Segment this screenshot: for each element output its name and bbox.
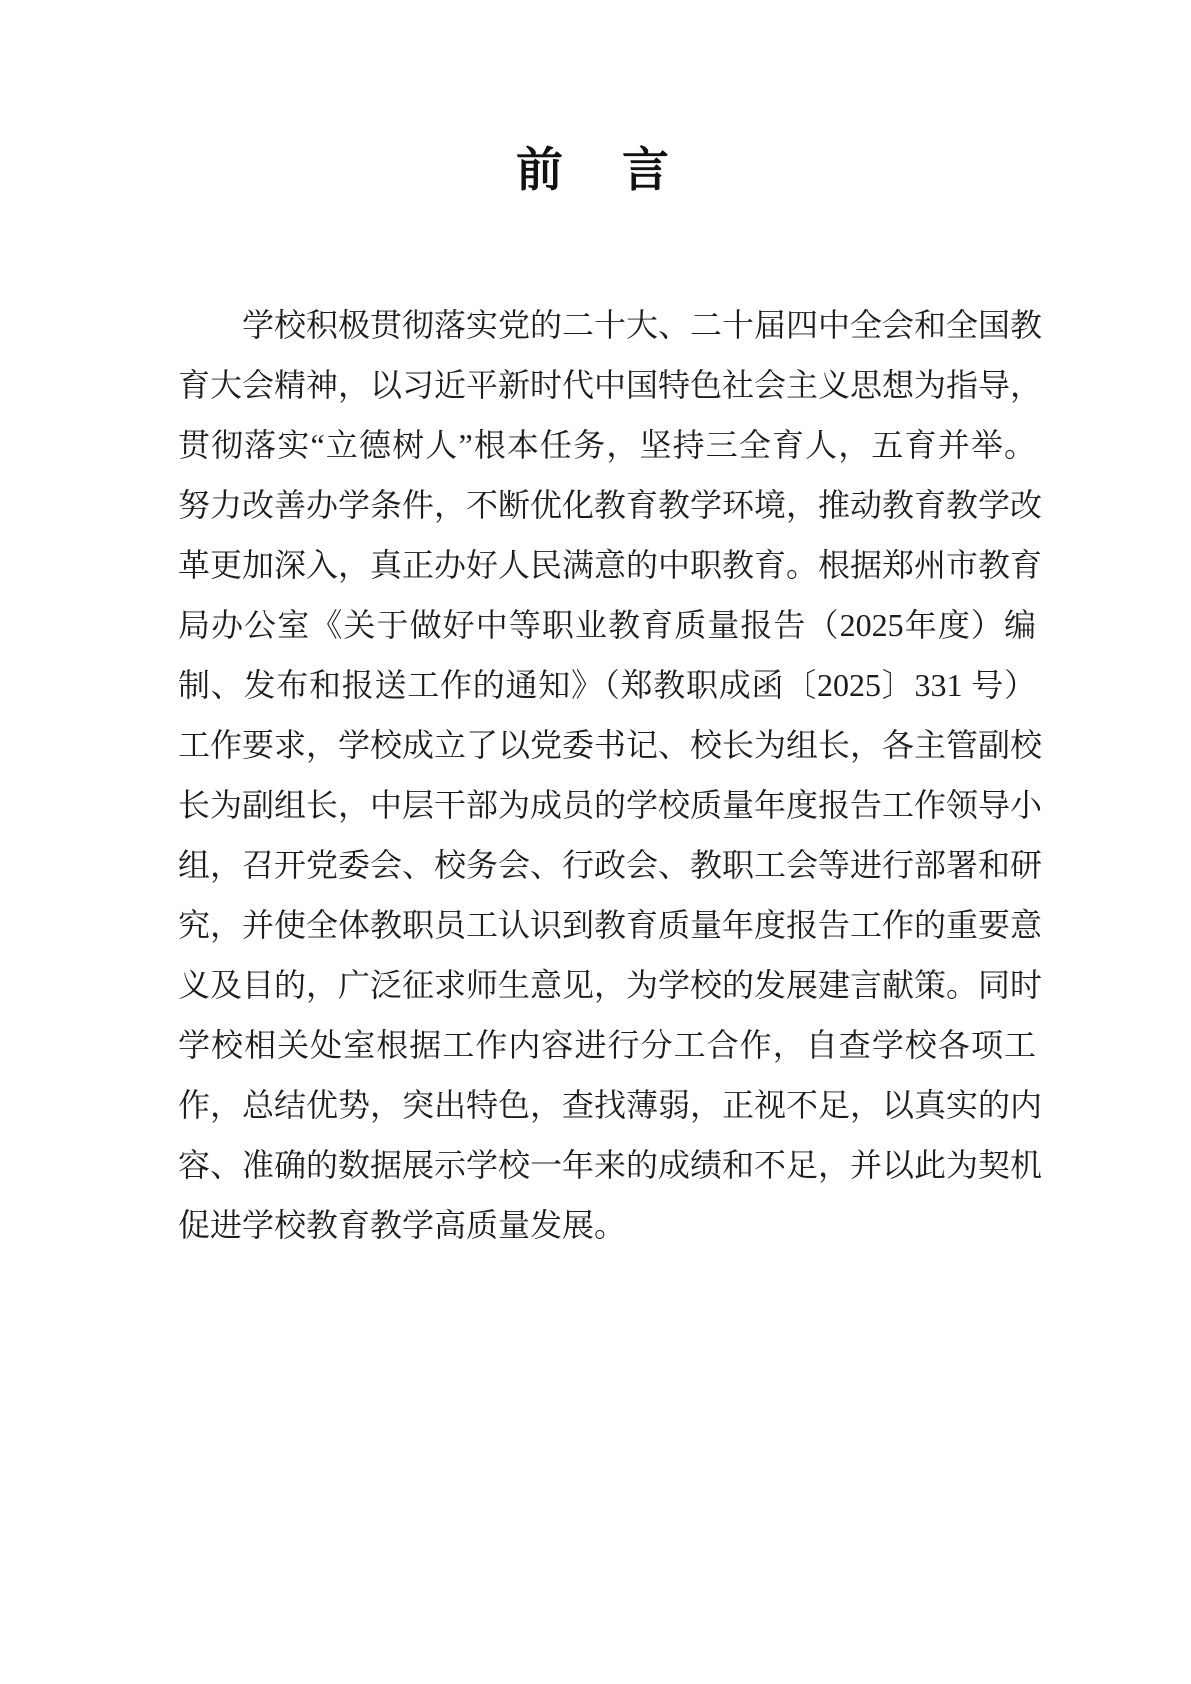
paragraph-line: 工作要求，学校成立了以党委书记、校长为组长，各主管副校 (178, 727, 1043, 763)
paragraph-line: 长为副组长，中层干部为成员的学校质量年度报告工作领导小 (178, 787, 1043, 823)
paragraph-line: 局办公室《关于做好中等职业教育质量报告（2025年度）编 (178, 607, 1036, 643)
preface-paragraph (178, 295, 1043, 1255)
paragraph-line: 促进学校教育教学高质量发展。 (178, 1207, 627, 1243)
paragraph-line: 究，并使全体教职员工认识到教育质量年度报告工作的重要意 (178, 907, 1043, 943)
paragraph-line: 制、发布和报送工作的通知》（郑教职成函〔2025〕331 号） (178, 667, 1036, 703)
paragraph-line: 革更加深入，真正办好人民满意的中职教育。根据郑州市教育 (178, 547, 1043, 583)
paragraph-line: 组，召开党委会、校务会、行政会、教职工会等进行部署和研 (178, 847, 1043, 883)
paragraph-line: 义及目的，广泛征求师生意见，为学校的发展建言献策。同时 (178, 967, 1043, 1003)
paragraph-line: 容、准确的数据展示学校一年来的成绩和不足，并以此为契机 (178, 1147, 1043, 1183)
paragraph-line: 努力改善办学条件，不断优化教育教学环境，推动教育教学改 (178, 487, 1043, 523)
paragraph-line: 作，总结优势，突出特色，查找薄弱，正视不足，以真实的内 (178, 1087, 1043, 1123)
paragraph-line: 贯彻落实“立德树人”根本任务，坚持三全育人，五育并举。 (178, 427, 1036, 463)
page-title: 前 言 (516, 143, 675, 196)
paragraph-line: 学校相关处室根据工作内容进行分工合作，自查学校各项工 (178, 1027, 1036, 1063)
paragraph-line: 育大会精神，以习近平新时代中国特色社会主义思想为指导， (178, 367, 1043, 403)
paragraph-line: 学校积极贯彻落实党的二十大、二十届四中全会和全国教 (242, 307, 1043, 343)
